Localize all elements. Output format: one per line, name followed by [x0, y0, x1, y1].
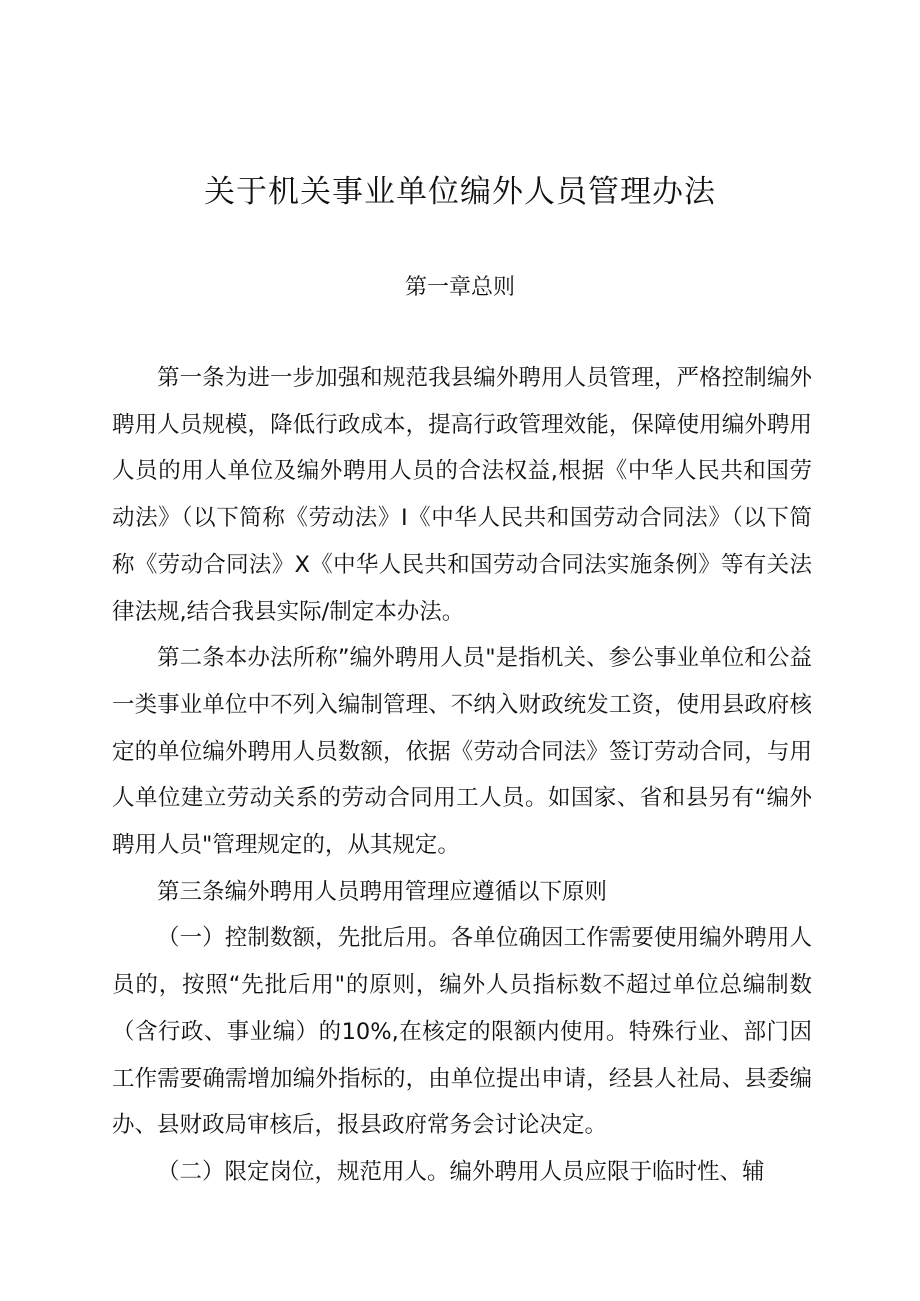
article-3-paragraph: 第三条编外聘用人员聘用管理应遵循以下原则 [157, 878, 608, 905]
principle-1-paragraph: （一）控制数额，先批后用。各单位确因工作需要使用编外聘用人员的，按照“先批后用"的原则，编外人员指标数不超过单位总编制数（含行政、事业编）的10%,在核定的限额内使用。特殊行业、部门因工作需要确需增加编外指标的，由单位提出申请，经县人社局、县委编办、县财政局审核后，报县政府常务会讨论决定。 [112, 925, 812, 1139]
article-1-paragraph: 第一条为进一步加强和规范我县编外聘用人员管理，严格控制编外聘用人员规模，降低行政成本，提高行政管理效能，保障使用编外聘用人员的用人单位及编外聘用人员的合法权益,根据《中华人民共和国劳动法》（以下简称《劳动法》I《中华人民共和国劳动合同法》（以下简称《劳动合同法》X《中华人民共和国劳动合同法实施条例》等有关法律法规,结合我县实际/制定本办法。 [112, 365, 812, 625]
principle-2-paragraph: （二）限定岗位，规范用人。编外聘用人员应限于临时性、辅 [157, 1158, 765, 1185]
article-2-paragraph: 第二条本办法所称”编外聘用人员"是指机关、参公事业单位和公益一类事业单位中不列入编制管理、不纳入财政统发工资，使用县政府核定的单位编外聘用人员数额，依据《劳动合同法》签订劳动合同，与用人单位建立劳动关系的劳动合同用工人员。如国家、省和县另有“编外聘用人员"管理规定的，从其规定。 [112, 645, 812, 859]
document-body [112, 355, 812, 1196]
chapter-heading: 第一章总则 [404, 275, 515, 300]
document-title: 关于机关事业单位编外人员管理办法 [204, 174, 716, 210]
